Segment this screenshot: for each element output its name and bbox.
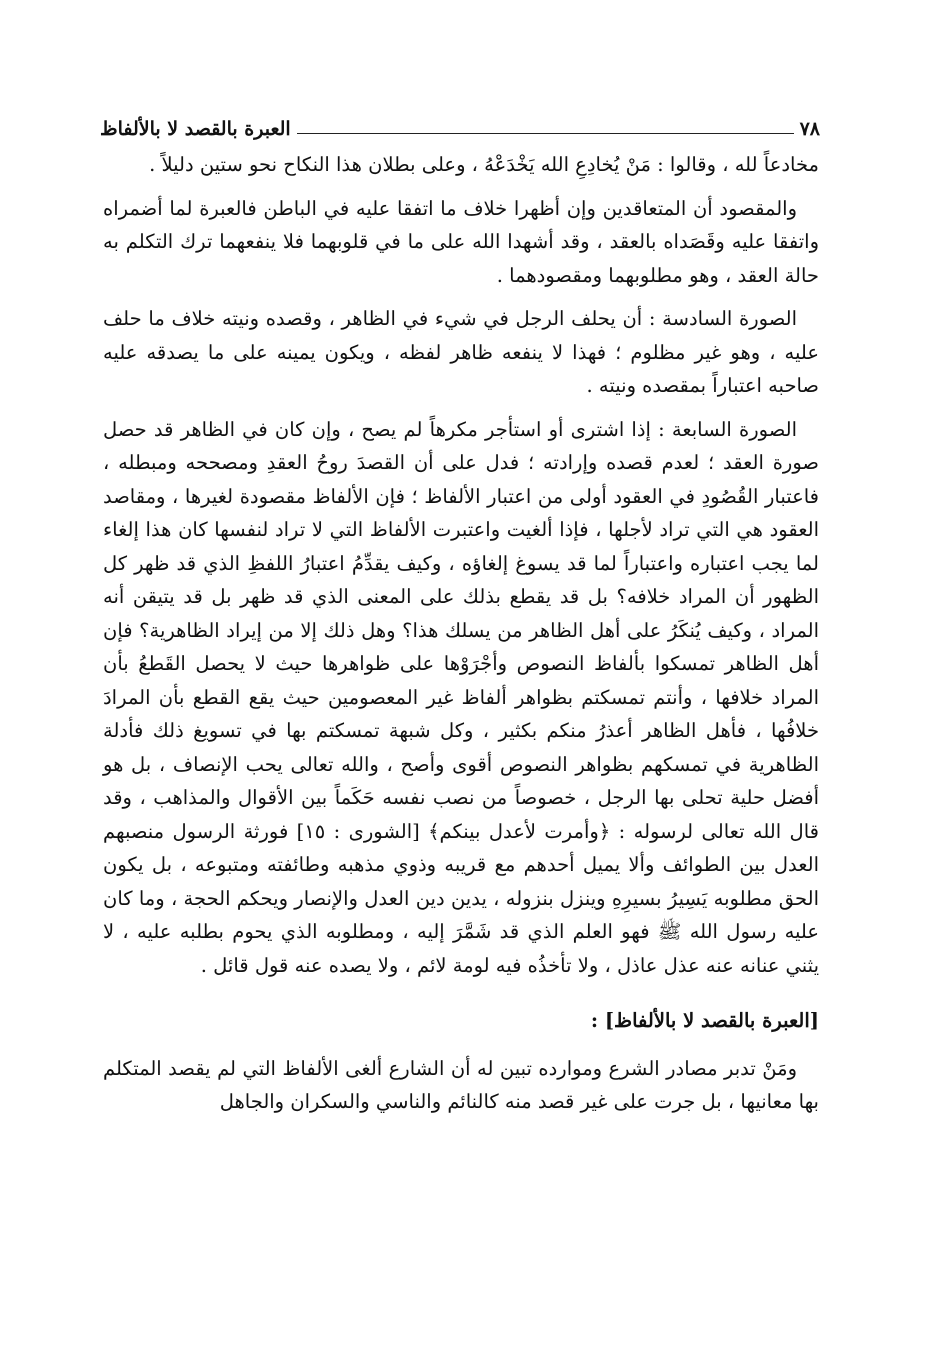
- paragraph-closing: ومَنْ تدبر مصادر الشرع وموارده تبين له أن الشارع ألغى الألفاظ التي لم يقصد المتكلم بها معانيها ، بل جرت على غير قصد منه كالنائم والناسي والسكران والجاهل: [103, 1056, 819, 1113]
- running-header: [100, 110, 820, 140]
- paragraph-sixth-form: الصورة السادسة : أن يحلف الرجل في شيء في الظاهر ، وقصده ونيته خلاف ما حلف عليه ، وهو غير مظلوم ؛ فهذا لا ينفعه ظاهر لفظه ، ويكون يمينه على ما يصدقه عليه صاحبه اعتباراً بمقصده ونيته .: [103, 307, 819, 397]
- page-number: ٧٨: [799, 118, 820, 140]
- section-heading: [العبرة بالقصد لا بالألفاظ] :: [590, 1009, 819, 1032]
- running-title: العبرة بالقصد لا بالألفاظ: [100, 118, 291, 140]
- paragraph-intent-of-contractors: والمقصود أن المتعاقدين وإن أظهرا خلاف ما اتفقا عليه في الباطن فالعبرة لما أضمراه واتفقا عليه وقَصَداه بالعقد ، وقد أشهدا الله على ما في قلوبهما فلا ينفعهما ترك التكلم به حالة العقد ، وهو مطلوبهما ومقصودهما .: [103, 196, 819, 287]
- paragraph-continuation: مخادعاً لله ، وقالوا : مَنْ يُخادِعِ الله يَخْدَعْهُ ، وعلى بطلان هذا النكاح نحو ستين دليلاً .: [149, 153, 819, 176]
- paragraph-seventh-form: الصورة السابعة : إذا اشترى أو استأجر مكرهاً لم يصح ، وإن كان في الظاهر قد حصل صورة العقد ؛ لعدم قصده وإرادته ؛ فدل على أن القصدَ روحُ العقدِ ومصححه ومبطله ، فاعتبار القُصُودِ في العقود أولى من اعتبار الألفاظ ؛ فإن الألفاظ مقصودة لغيرها ، ومقاصد العقود هي التي تراد لأجلها ، فإذا ألغيت واعتبرت الألفاظ التي لا تراد لنفسها كان هذا إلغاء لما يجب اعتباره واعتباراً لما قد يسوغ إلغاؤه ، وكيف يقدِّمُ اعتبارُ اللفظِ الذي قد ظهر كل الظهور أن المراد خلافه؟ بل قد يقطع بذلك على المعنى الذي قد ظهر بل قد يتيقن أنه المراد ، وكيف يُنكَرُ على أهل الظاهر من يسلك هذا؟ وهل ذلك إلا من إيراد الظاهرية؟ فإن أهل الظاهر تمسكوا بألفاظ النصوص وأجْرَوْها على ظواهرها حيث لا يحصل القَطعُ بأن المراد خلافها ، وأنتم تمسكتم بظواهر ألفاظ غير المعصومين حيث يقع القطع بأن المرادَ خلافُها ، فأهل الظاهر أعذرُ منكم بكثير ، وكل شبهة تمسكتم بها في تسويغ ذلك فأدلة الظاهرية في تمسكهم بظواهر النصوص أقوى وأصح ، والله تعالى يحب الإنصاف ، بل هو أفضل حلية تحلى بها الرجل ، خصوصاً من نصب نفسه حَكَماً بين الأقوال والمذاهب ، وقد قال الله تعالى لرسوله : ﴿وأمرت لأعدل بينكم﴾ [الشورى : ١٥] فورثة الرسول منصبهم العدل بين الطوائف وألا يميل أحدهم مع قريبه وذوي مذهبه وطائفته ومتبوعه ، بل يكون الحق مطلوبه يَسِيرُ بسيرِهِ وينزل بنزوله ، يدين دين العدل والإنصار ويحكم الحجة ، وما كان عليه رسول الله ﷺ فهو العلم الذي قد شَمَّرَ إليه ، ومطلوبه الذي يحوم بطلبه عليه ، لا يثني عنانه عنه عذل عاذل ، ولا تأخذُه فيه لومة لائم ، ولا يصده عنه قول قائل .: [103, 417, 819, 977]
- header-rule: [297, 133, 794, 134]
- body-text: [103, 148, 819, 1129]
